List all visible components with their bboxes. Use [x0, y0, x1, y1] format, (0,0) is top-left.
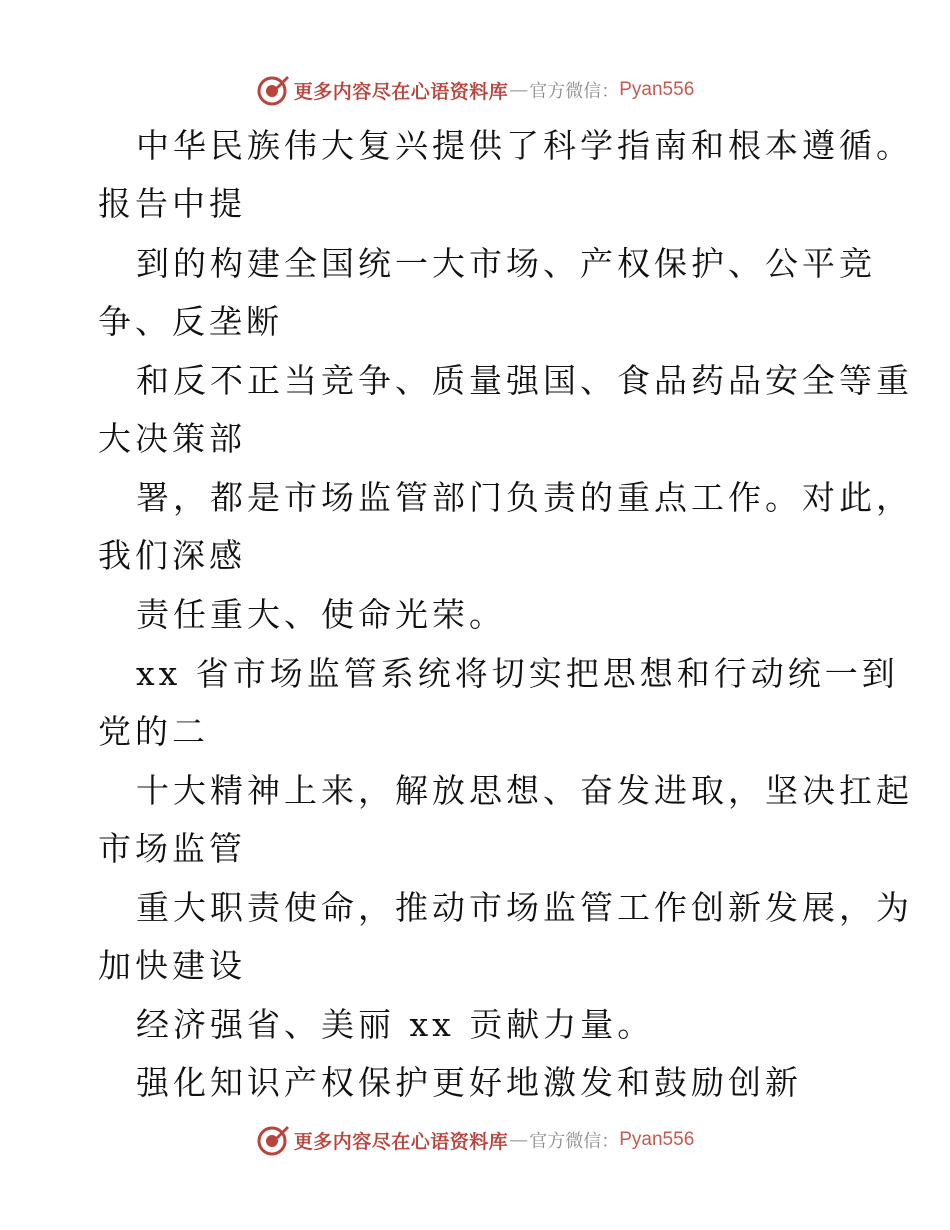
body-line: 争、反垄断 [98, 302, 283, 341]
body-line: 署，都是市场监管部门负责的重点工作。对此， [136, 478, 913, 517]
body-line: 到的构建全国统一大市场、产权保护、公平竞 [136, 244, 876, 283]
body-line: 重大职责使命，推动市场监管工作创新发展，为 [136, 888, 913, 927]
header-watermark [0, 70, 950, 110]
body-line: 责任重大、使命光荣。 [136, 595, 506, 634]
watermark-separator: — [509, 1129, 529, 1151]
watermark-main-text: 更多内容尽在心语资料库 [293, 1130, 509, 1153]
body-line: 经济强省、美丽 xx 贡献力量。 [136, 1005, 655, 1044]
body-line: 党的二 [98, 712, 209, 751]
body-line: 我们深感 [98, 536, 246, 575]
body-line: 大决策部 [98, 419, 246, 458]
body-line: 中华民族伟大复兴提供了科学指南和根本遵循。 [136, 126, 913, 165]
body-line: 加快建设 [98, 946, 246, 985]
watermark-id-text: Pyan556 [619, 1129, 695, 1150]
body-line: 报告中提 [98, 184, 246, 223]
body-line: 十大精神上来，解放思想、奋发进取，坚决扛起 [136, 771, 913, 810]
watermark-main-text: 更多内容尽在心语资料库 [293, 80, 509, 103]
body-line: 强化知识产权保护更好地激发和鼓励创新 [136, 1063, 802, 1102]
watermark-separator: — [509, 79, 529, 101]
watermark-sub-text: 官方微信： [529, 81, 620, 102]
brush-logo-icon [256, 73, 290, 107]
watermark-sub-text: 官方微信： [529, 1131, 620, 1152]
watermark-id-text: Pyan556 [619, 79, 695, 100]
brush-logo-icon [256, 1123, 290, 1157]
body-line: 和反不正当竞争、质量强国、食品药品安全等重 [136, 361, 913, 400]
body-line: xx 省市场监管系统将切实把思想和行动统一到 [136, 654, 899, 693]
body-line: 市场监管 [98, 829, 246, 868]
footer-watermark [0, 1120, 950, 1160]
